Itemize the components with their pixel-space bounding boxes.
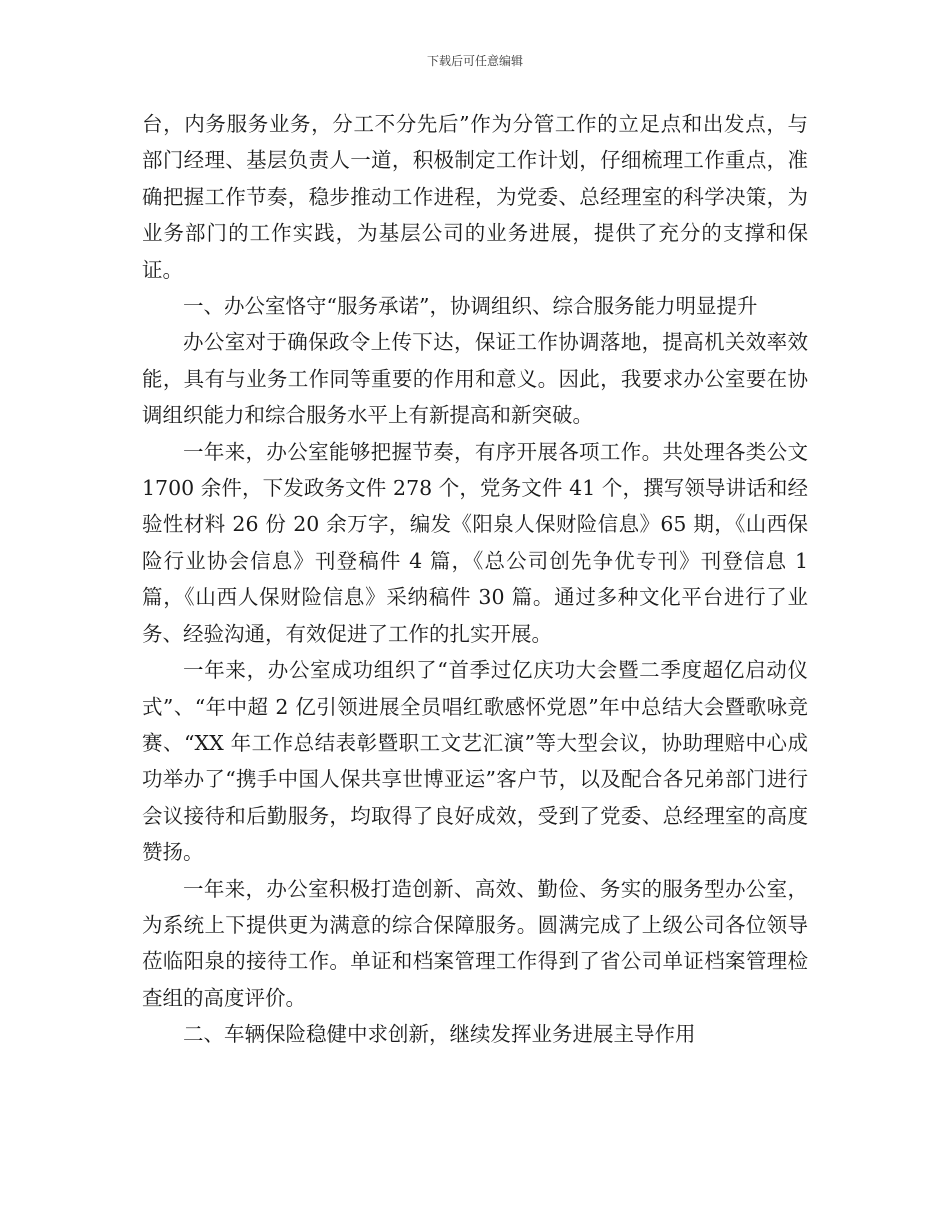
paragraph-service-office: 一年来，办公室积极打造创新、高效、勤俭、务实的服务型办公室，为系统上下提供更为满意的综合保障服务。圆满完成了上级公司各位领导莅临阳泉的接待工作。单证和档案管理工作得到了省公司单证档案管理检查组的高度评价。 [142,876,808,1010]
section-heading-office: 一、办公室恪守“服务承诺”，协调组织、综合服务能力明显提升 [183,294,758,319]
document-body [142,106,808,1053]
paragraph-office-role: 办公室对于确保政令上传下达，保证工作协调落地，提高机关效率效能，具有与业务工作同等重要的作用和意义。因此，我要求办公室要在协调组织能力和综合服务水平上有新提高和新突破。 [142,330,808,428]
paragraph-events: 一年来，办公室成功组织了“首季过亿庆功大会暨二季度超亿启动仪式”、“年中超 2 亿引领进展全员唱红歌感怀党恩”年中总结大会暨歌咏竞赛、“XX 年工作总结表彰暨职工文艺汇演”等大型会议，协助理赔中心成功举办了“携手中国人保共享世博亚运”客户节，以及配合各兄弟部门进行会议接待和后勤服务，均取得了良好成效，受到了党委、总经理室的高度赞扬。 [142,658,808,865]
section-heading-vehicle-insurance: 二、车辆保险稳健中求创新，继续发挥业务进展主导作用 [183,1022,696,1047]
paragraph-continuation: 台，内务服务业务，分工不分先后”作为分管工作的立足点和出发点，与部门经理、基层负责人一道，积极制定工作计划，仔细梳理工作重点，准确把握工作节奏，稳步推动工作进程，为党委、总经理室的科学决策，为业务部门的工作实践，为基层公司的业务进展，提供了充分的支撑和保证。 [142,112,808,282]
paragraph-document-stats: 一年来，办公室能够把握节奏，有序开展各项工作。共处理各类公文 1700 余件，下发政务文件 278 个，党务文件 41 个，撰写领导讲话和经验性材料 26 份 20 余万字，编发《阳泉人保财险信息》65 期，《山西保险行业协会信息》刊登稿件 4 篇，《总公司创先争优专刊》刊登信息 1 篇，《山西人保财险信息》采纳稿件 30 篇。通过多种文化平台进行了业务、经验沟通，有效促进了工作的扎实开展。 [142,439,808,646]
page-header: 下载后可任意编辑 [426,54,523,68]
